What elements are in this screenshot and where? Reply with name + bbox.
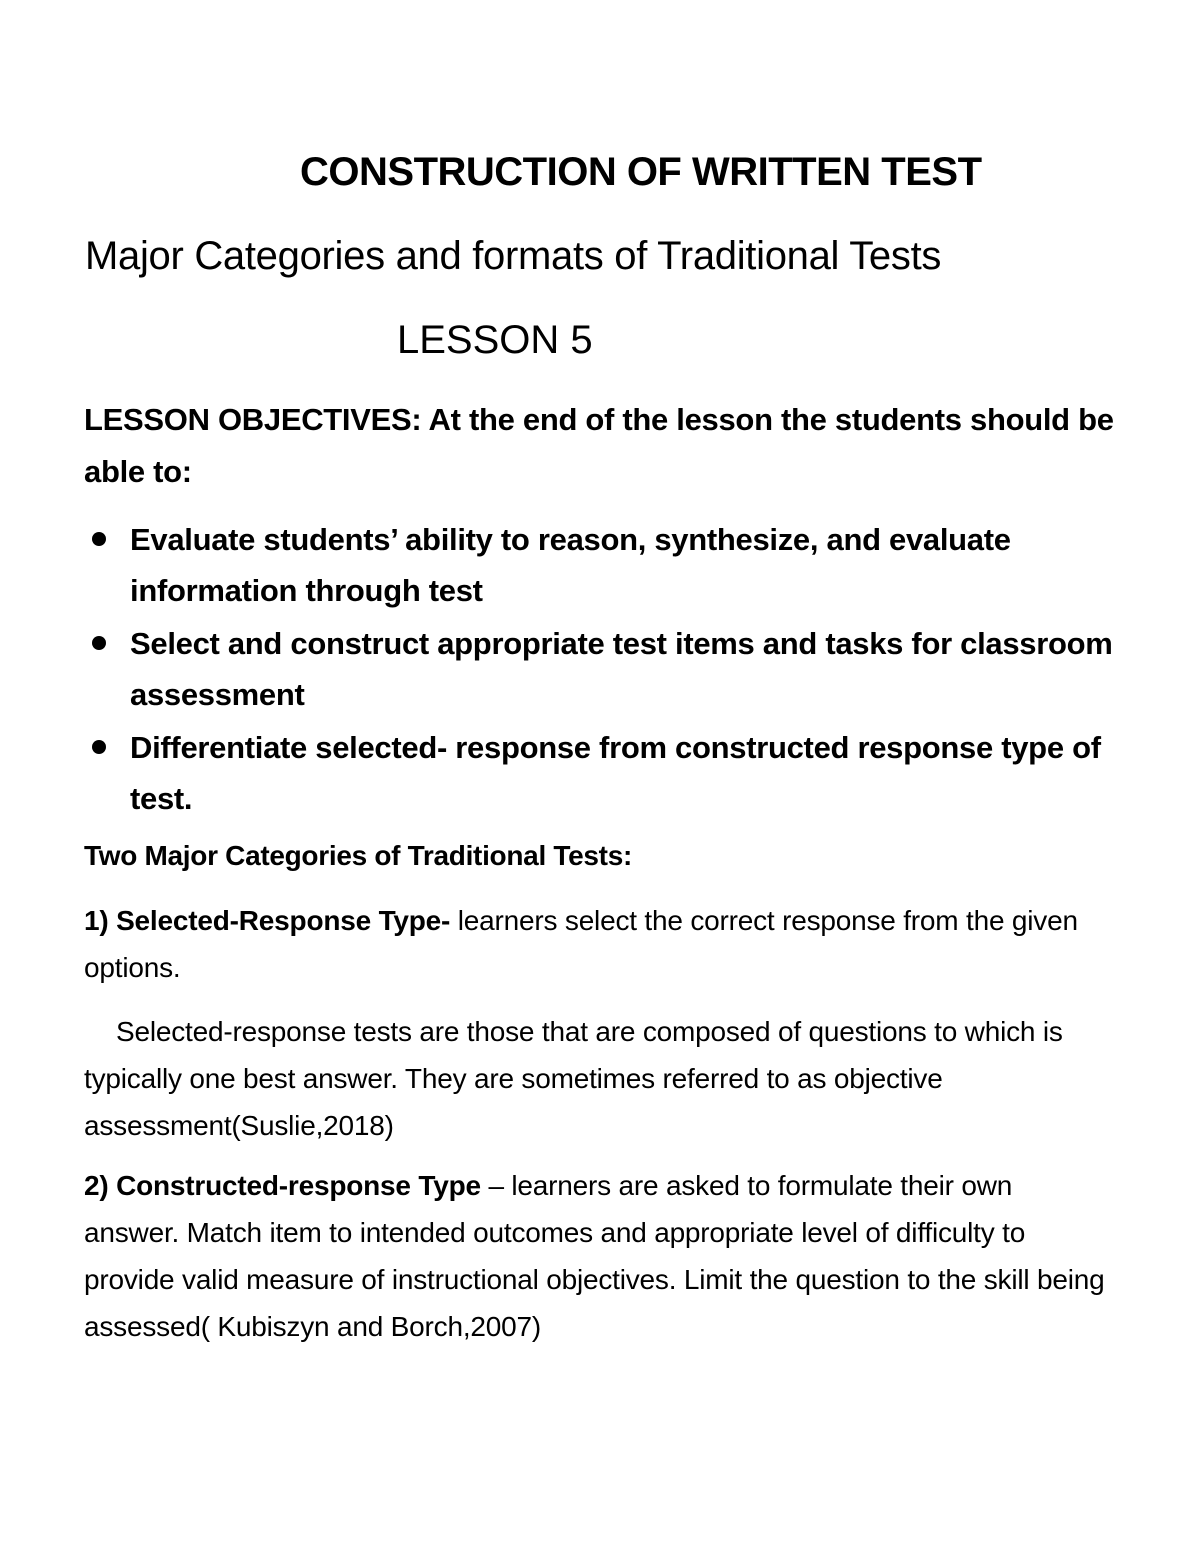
lesson-number: LESSON 5 <box>397 318 593 362</box>
selected-response-paragraph <box>84 897 1114 991</box>
selected-response-text: learners select the correct response from the given options. <box>84 905 1078 983</box>
objectives-list <box>84 514 1144 826</box>
bullet-icon <box>92 740 106 754</box>
constructed-response-label: 2) Constructed-response Type <box>84 1170 481 1201</box>
constructed-response-paragraph <box>84 1162 1114 1350</box>
constructed-response-text: – learners are asked to formulate their own answer. Match item to intended outcomes and appropriate level of difficulty to provide valid measure of instructional objectives. Limit the question to the skill being assessed( Kubiszyn and Borch,2007) <box>84 1170 1105 1342</box>
selected-response-detail-text: Selected-response tests are those that are composed of questions to which is typically one best answer. They are sometimes referred to as objective assessment(Suslie,2018) <box>84 1016 1063 1141</box>
objective-item <box>84 618 1144 720</box>
objective-item <box>84 722 1144 824</box>
objectives-intro: LESSON OBJECTIVES: At the end of the lesson the students should be able to: <box>84 402 1114 489</box>
objective-item <box>84 514 1144 616</box>
objective-text: Differentiate selected- response from constructed response type of test. <box>130 730 1101 816</box>
categories-heading: Two Major Categories of Traditional Tests: <box>84 840 632 871</box>
selected-response-detail-paragraph <box>84 1008 1114 1149</box>
document-title: CONSTRUCTION OF WRITTEN TEST <box>300 150 982 194</box>
bullet-icon <box>92 532 106 546</box>
objective-text: Select and construct appropriate test items and tasks for classroom assessment <box>130 626 1113 712</box>
objective-text: Evaluate students’ ability to reason, synthesize, and evaluate information through test <box>130 522 1011 608</box>
bullet-icon <box>92 636 106 650</box>
selected-response-label: 1) Selected-Response Type- <box>84 905 451 936</box>
document-subtitle: Major Categories and formats of Traditional Tests <box>85 234 942 278</box>
